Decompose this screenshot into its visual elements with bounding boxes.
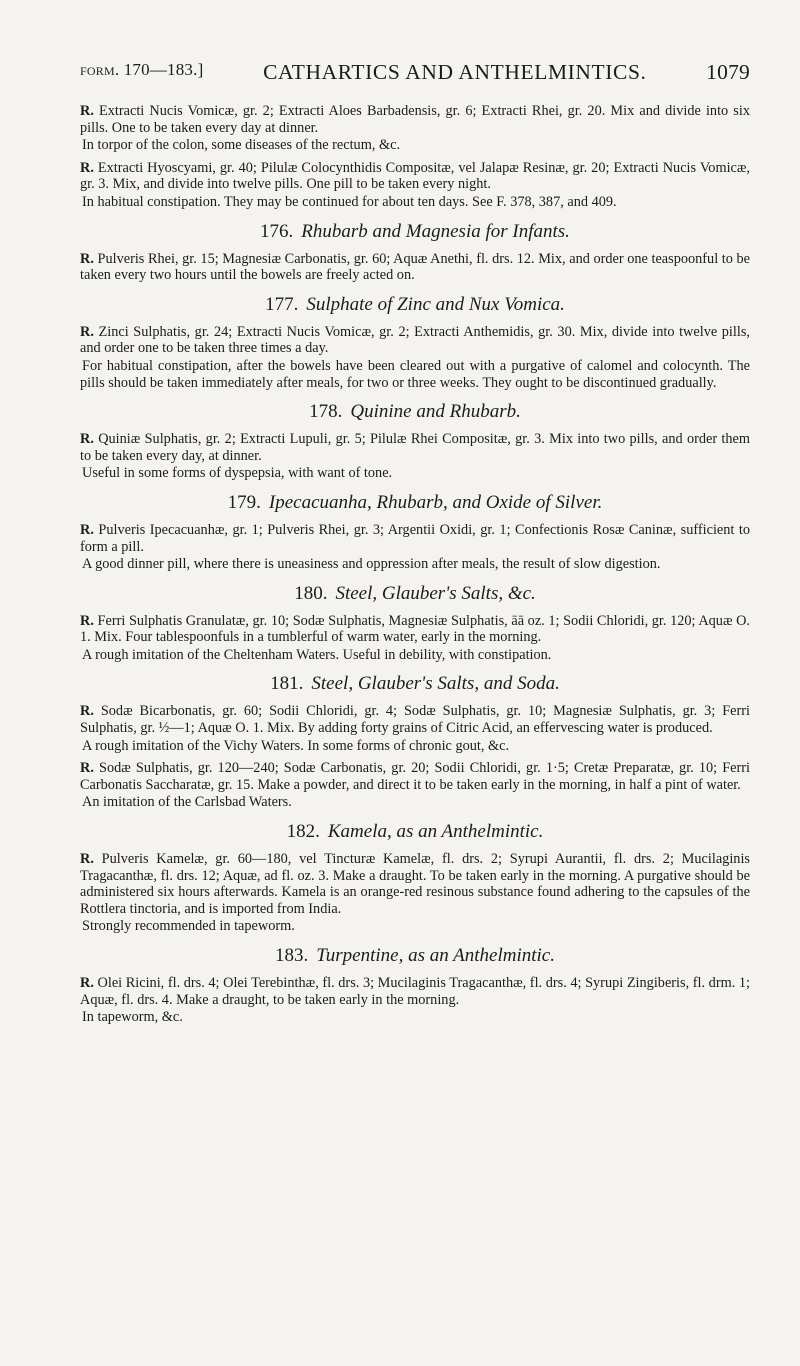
note-paragraph: [80, 738, 750, 755]
formula-title: Turpentine, as an Anthelmintic.: [316, 945, 555, 966]
note-paragraph: [80, 465, 750, 482]
note-paragraph: [80, 794, 750, 811]
paragraph-text: An imitation of the Carlsbad Waters.: [82, 794, 292, 811]
paragraph-text: Pulveris Ipecacuanhæ, gr. 1; Pulveris Rhei, gr. 3; Argentii Oxidi, gr. 1; Confectionis Rosæ Caninæ, sufficient to form a pill.: [80, 521, 750, 555]
prescription-paragraph: [80, 103, 750, 136]
formula-title: Ipecacuanha, Rhubarb, and Oxide of Silver.: [268, 491, 603, 513]
rx-symbol: R.: [80, 703, 101, 720]
paragraph-text: Pulveris Kamelæ, gr. 60—180, vel Tincturæ Kamelæ, fl. drs. 2; Syrupi Aurantii, fl. drs. 2; Mucilaginis Tragacanthæ, fl. drs. 12; Aquæ, ad fl. oz. 3. Make a draught. To be taken early in the morning. A purgative should be administered six hours afterwards. Kamela is an orange-red resinous substance found adhering to the capsules of the Rottlera tinctoria, and is imported from India.: [80, 851, 750, 917]
paragraph-text: Strongly recommended in tapeworm.: [82, 918, 295, 935]
formula-heading: [80, 221, 750, 243]
paragraph-text: In torpor of the colon, some diseases of the rectum, &c.: [82, 137, 401, 154]
paragraph-text: Pulveris Rhei, gr. 15; Magnesiæ Carbonatis, gr. 60; Aquæ Anethi, fl. drs. 12. Mix, and order one teaspoonful to be taken every two hours until the bowels are freely acted on.: [80, 250, 750, 284]
paragraph-text: In habitual constipation. They may be continued for about ten days. See F. 378, 387, and 409.: [82, 193, 617, 210]
prescription-paragraph: [80, 160, 750, 193]
formula-number: 179.: [227, 491, 261, 513]
header-title: CATHARTICS AND ANTHELMINTICS.: [263, 60, 647, 84]
formula-number: 180.: [294, 582, 328, 604]
rx-symbol: R.: [80, 760, 99, 777]
rx-symbol: R.: [80, 250, 98, 267]
paragraph-text: Sodæ Sulphatis, gr. 120—240; Sodæ Carbonatis, gr. 20; Sodii Chloridi, gr. 1·5; Cretæ Preparatæ, gr. 10; Ferri Carbonatis Saccharatæ, gr. 15. Make a powder, and direct it to be taken early in the morning, in half a pint of water.: [80, 760, 750, 793]
note-paragraph: [80, 918, 750, 935]
running-header: [80, 60, 750, 85]
rx-symbol: R.: [80, 975, 98, 991]
formula-title: Sulphate of Zinc and Nux Vomica.: [306, 293, 565, 315]
formula-heading: [80, 401, 750, 423]
paragraph-text: Sodæ Bicarbonatis, gr. 60; Sodii Chloridi, gr. 4; Sodæ Sulphatis, gr. 10; Magnesiæ Sulphatis, gr. 3; Ferri Sulphatis, gr. ½—1; Aquæ O. 1. Mix. By adding forty grains of Citric Acid, an effervescing water is produced.: [80, 703, 750, 737]
note-paragraph: [80, 647, 750, 664]
paragraph-text: Ferri Sulphatis Granulatæ, gr. 10; Sodæ Sulphatis, Magnesiæ Sulphatis, āā oz. 1; Sodii Chloridi, gr. 120; Aquæ O. 1. Mix. Four tablespoonfuls in a tumblerful of warm water, early in the morning.: [80, 612, 750, 646]
paragraph-text: Useful in some forms of dyspepsia, with want of tone.: [82, 465, 393, 482]
note-paragraph: [80, 194, 750, 211]
rx-symbol: R.: [80, 612, 98, 629]
formula-title: Kamela, as an Anthelmintic.: [327, 821, 544, 843]
formula-number: 178.: [309, 401, 343, 423]
prescription-paragraph: [80, 251, 750, 284]
prescription-paragraph: [80, 324, 750, 357]
header-form-range: form. 170—183.]: [80, 60, 204, 79]
formula-heading: [80, 673, 750, 695]
paragraph-text: For habitual constipation, after the bowels have been cleared out with a purgative of calomel and colocynth. The pills should be taken immediately after meals, for two or three weeks. They ought to be discontinued gradually.: [80, 357, 750, 391]
paragraph-text: Quiniæ Sulphatis, gr. 2; Extracti Lupuli, gr. 5; Pilulæ Rhei Compositæ, gr. 3. Mix into two pills, and order them to be taken every day, at dinner.: [80, 431, 750, 464]
prescription-paragraph: [80, 703, 750, 736]
book-page: [80, 60, 750, 1026]
formula-heading: [80, 492, 750, 514]
formula-title: Rhubarb and Magnesia for Infants.: [301, 220, 570, 242]
rx-symbol: R.: [80, 521, 99, 538]
formula-number: 183.: [275, 945, 309, 966]
note-paragraph: [80, 1009, 750, 1026]
paragraph-text: Zinci Sulphatis, gr. 24; Extracti Nucis Vomicæ, gr. 2; Extracti Anthemidis, gr. 30. Mix, divide into twelve pills, and order one to be taken three times a day.: [80, 323, 750, 357]
note-paragraph: [80, 556, 750, 573]
page-number: 1079: [706, 60, 750, 84]
formula-number: 176.: [260, 220, 294, 242]
rx-symbol: R.: [80, 159, 98, 176]
paragraph-text: Extracti Nucis Vomicæ, gr. 2; Extracti Aloes Barbadensis, gr. 6; Extracti Rhei, gr. 20. Mix and divide into six pills. One to be taken every day at dinner.: [80, 103, 750, 136]
formula-title: Steel, Glauber's Salts, and Soda.: [311, 673, 560, 695]
paragraph-text: A rough imitation of the Vichy Waters. In some forms of chronic gout, &c.: [82, 737, 510, 754]
prescription-paragraph: [80, 975, 750, 1008]
formula-heading: [80, 945, 750, 967]
prescription-paragraph: [80, 431, 750, 464]
prescription-paragraph: [80, 851, 750, 917]
prescription-paragraph: [80, 522, 750, 555]
formula-heading: [80, 294, 750, 316]
formula-title: Steel, Glauber's Salts, &c.: [335, 582, 536, 604]
paragraph-text: A good dinner pill, where there is uneasiness and oppression after meals, the result of slow digestion.: [82, 556, 661, 573]
paragraph-text: Extracti Hyoscyami, gr. 40; Pilulæ Colocynthidis Compositæ, vel Jalapæ Resinæ, gr. 20; Extracti Nucis Vomicæ, gr. 3. Mix, and divide into twelve pills. One pill to be taken every night.: [80, 159, 751, 193]
prescription-paragraph: [80, 760, 750, 793]
note-paragraph: [80, 137, 750, 154]
rx-symbol: R.: [80, 323, 99, 340]
note-paragraph: [80, 358, 750, 391]
rx-symbol: R.: [80, 431, 99, 448]
formula-heading: [80, 821, 750, 843]
formula-number: 181.: [270, 673, 304, 695]
paragraph-text: Olei Ricini, fl. drs. 4; Olei Terebinthæ, fl. drs. 3; Mucilaginis Tragacanthæ, fl. drs. 4; Syrupi Zingiberis, fl. drm. 1; Aquæ, fl. drs. 4. Make a draught, to be taken early in the morning.: [80, 975, 750, 1008]
formula-number: 182.: [286, 821, 320, 843]
formula-heading: [80, 583, 750, 605]
formula-number: 177.: [265, 293, 299, 315]
rx-symbol: R.: [80, 851, 102, 868]
prescription-paragraph: [80, 613, 750, 646]
formula-title: Quinine and Rhubarb.: [350, 401, 521, 423]
rx-symbol: R.: [80, 103, 100, 119]
paragraph-text: In tapeworm, &c.: [82, 1009, 183, 1026]
paragraph-text: A rough imitation of the Cheltenham Waters. Useful in debility, with constipation.: [82, 646, 552, 663]
formulae-content: [80, 103, 750, 1026]
